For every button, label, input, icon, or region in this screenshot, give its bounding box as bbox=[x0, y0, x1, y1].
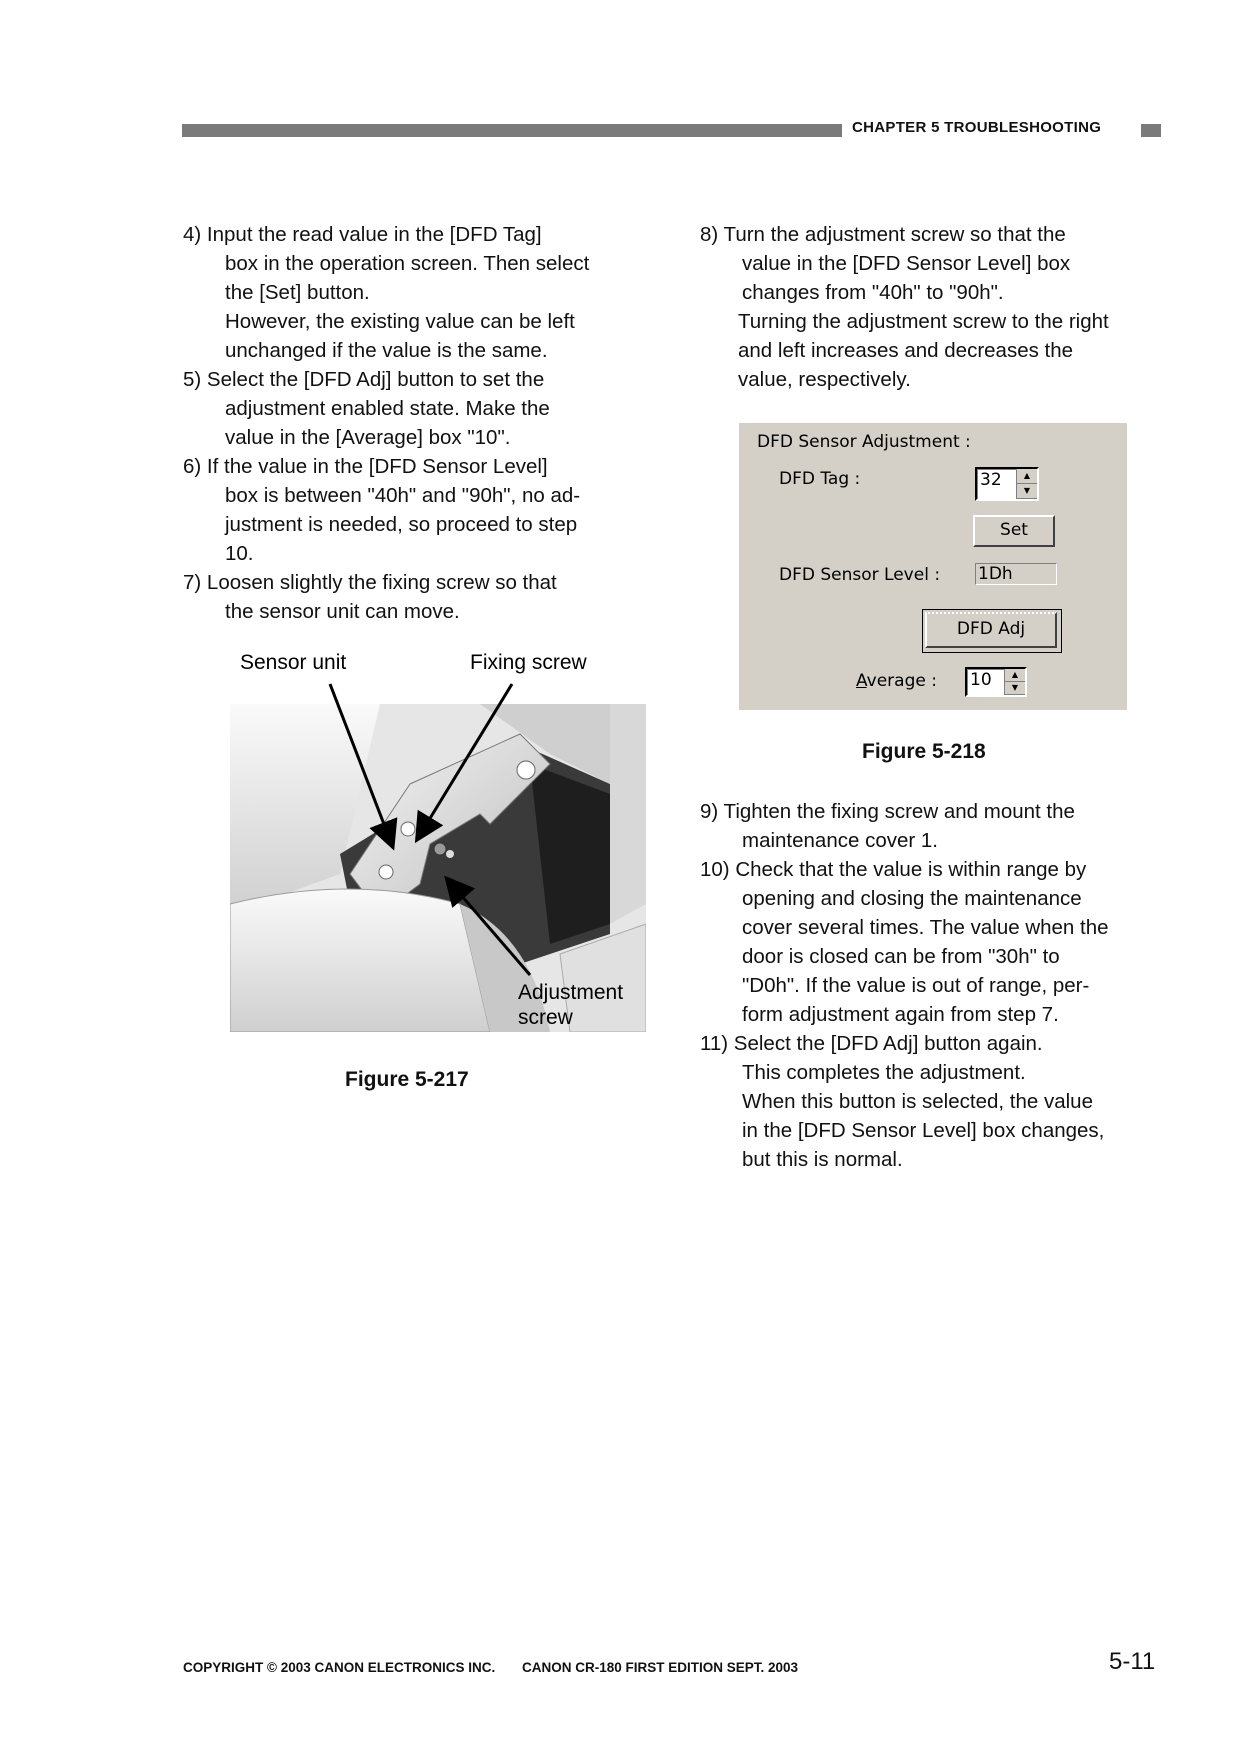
dfd-adj-button[interactable]: DFD Adj bbox=[925, 612, 1057, 648]
sensor-level-field: 1Dh bbox=[975, 563, 1057, 585]
step-7-line: the sensor unit can move. bbox=[225, 600, 460, 623]
step-11-line: but this is normal. bbox=[742, 1148, 903, 1171]
step-10 bbox=[700, 855, 1150, 1029]
step-11-line: This completes the adjustment. bbox=[742, 1061, 1026, 1084]
leader-fixing-screw bbox=[418, 684, 512, 838]
set-button[interactable]: Set bbox=[973, 515, 1055, 547]
spin-up-icon[interactable]: ▲ bbox=[1017, 469, 1037, 484]
step-8-line: value in the [DFD Sensor Level] box bbox=[742, 252, 1071, 275]
step-8-line: Turning the adjustment screw to the right bbox=[738, 310, 1109, 333]
dfd-tag-label: DFD Tag : bbox=[779, 469, 861, 489]
step-6-line: justment is needed, so proceed to step bbox=[225, 513, 578, 536]
step-11-lead: 11) Select the [DFD Adj] button again. bbox=[700, 1032, 1043, 1055]
step-4-line: the [Set] button. bbox=[225, 281, 370, 304]
step-6-line: box is between "40h" and "90h", no ad- bbox=[225, 484, 581, 507]
callout-adjustment-line: Adjustment bbox=[518, 981, 624, 1004]
callout-adjustment-line: screw bbox=[518, 1006, 573, 1029]
step-10-line: door is closed can be from "30h" to bbox=[742, 945, 1060, 968]
step-10-line: form adjustment again from step 7. bbox=[742, 1003, 1059, 1026]
callout-adjustment-screw bbox=[518, 980, 623, 1030]
step-4-lead: 4) Input the read value in the [DFD Tag] bbox=[183, 223, 542, 246]
footer-copyright: COPYRIGHT © 2003 CANON ELECTRONICS INC. bbox=[183, 1660, 496, 1675]
step-11 bbox=[700, 1029, 1150, 1174]
dfd-adj-focus-frame bbox=[922, 609, 1062, 653]
figure-218-caption: Figure 5-218 bbox=[862, 740, 986, 763]
step-10-line: cover several times. The value when the bbox=[742, 916, 1109, 939]
step-9-line: maintenance cover 1. bbox=[742, 829, 939, 852]
step-6-lead: 6) If the value in the [DFD Sensor Level] bbox=[183, 455, 548, 478]
step-6-line: 10. bbox=[225, 542, 254, 565]
chapter-title: CHAPTER 5 TROUBLESHOOTING bbox=[852, 119, 1102, 136]
spin-down-icon[interactable]: ▼ bbox=[1017, 484, 1037, 499]
step-8-lead: 8) Turn the adjustment screw so that the bbox=[700, 223, 1066, 246]
step-8-line: and left increases and decreases the bbox=[738, 339, 1074, 362]
right-column-steps-bottom bbox=[700, 797, 1150, 1174]
dfd-tag-spinbox[interactable] bbox=[975, 467, 1039, 501]
step-10-line: opening and closing the maintenance bbox=[742, 887, 1082, 910]
spin-up-icon[interactable]: ▲ bbox=[1005, 669, 1025, 682]
step-5-line: adjustment enabled state. Make the bbox=[225, 397, 550, 420]
step-9-lead: 9) Tighten the fixing screw and mount the bbox=[700, 800, 1075, 823]
dfd-tag-value: 32 bbox=[980, 470, 1002, 490]
step-4-line: unchanged if the value is the same. bbox=[225, 339, 548, 362]
step-10-line: "D0h". If the value is out of range, per- bbox=[742, 974, 1090, 997]
callout-fixing-screw: Fixing screw bbox=[470, 651, 587, 674]
average-label-text: verage : bbox=[866, 671, 937, 691]
callout-sensor-unit: Sensor unit bbox=[240, 651, 347, 674]
step-5-lead: 5) Select the [DFD Adj] button to set the bbox=[183, 368, 545, 391]
dfd-sensor-adjustment-dialog bbox=[739, 423, 1127, 710]
step-8-line: changes from "40h" to "90h". bbox=[742, 281, 1004, 304]
step-8 bbox=[700, 220, 1150, 394]
right-column-steps-top bbox=[700, 220, 1150, 394]
step-7-lead: 7) Loosen slightly the fixing screw so that bbox=[183, 571, 557, 594]
step-4-line: box in the operation screen. Then select bbox=[225, 252, 590, 275]
average-value: 10 bbox=[970, 670, 992, 690]
dfd-tag-spin-arrows[interactable] bbox=[1016, 469, 1037, 499]
dialog-title: DFD Sensor Adjustment : bbox=[757, 432, 971, 452]
page-number: 5-11 bbox=[1109, 1648, 1156, 1675]
figure-217-caption: Figure 5-217 bbox=[345, 1068, 469, 1091]
step-11-line: When this button is selected, the value bbox=[742, 1090, 1093, 1113]
leader-sensor-unit bbox=[330, 684, 392, 845]
spin-down-icon[interactable]: ▼ bbox=[1005, 682, 1025, 695]
step-9 bbox=[700, 797, 1150, 855]
step-11-line: in the [DFD Sensor Level] box changes, bbox=[742, 1119, 1105, 1142]
step-10-lead: 10) Check that the value is within range by bbox=[700, 858, 1087, 881]
average-spin-arrows[interactable] bbox=[1004, 669, 1025, 695]
step-4-line: However, the existing value can be left bbox=[225, 310, 575, 333]
footer-edition: CANON CR-180 FIRST EDITION SEPT. 2003 bbox=[522, 1660, 799, 1675]
step-8-line: value, respectively. bbox=[738, 368, 911, 391]
average-label: Average : bbox=[856, 671, 937, 691]
sensor-level-label: DFD Sensor Level : bbox=[779, 565, 941, 585]
step-5-line: value in the [Average] box "10". bbox=[225, 426, 511, 449]
average-spinbox[interactable] bbox=[965, 667, 1027, 697]
leader-adjustment-screw bbox=[448, 880, 530, 975]
